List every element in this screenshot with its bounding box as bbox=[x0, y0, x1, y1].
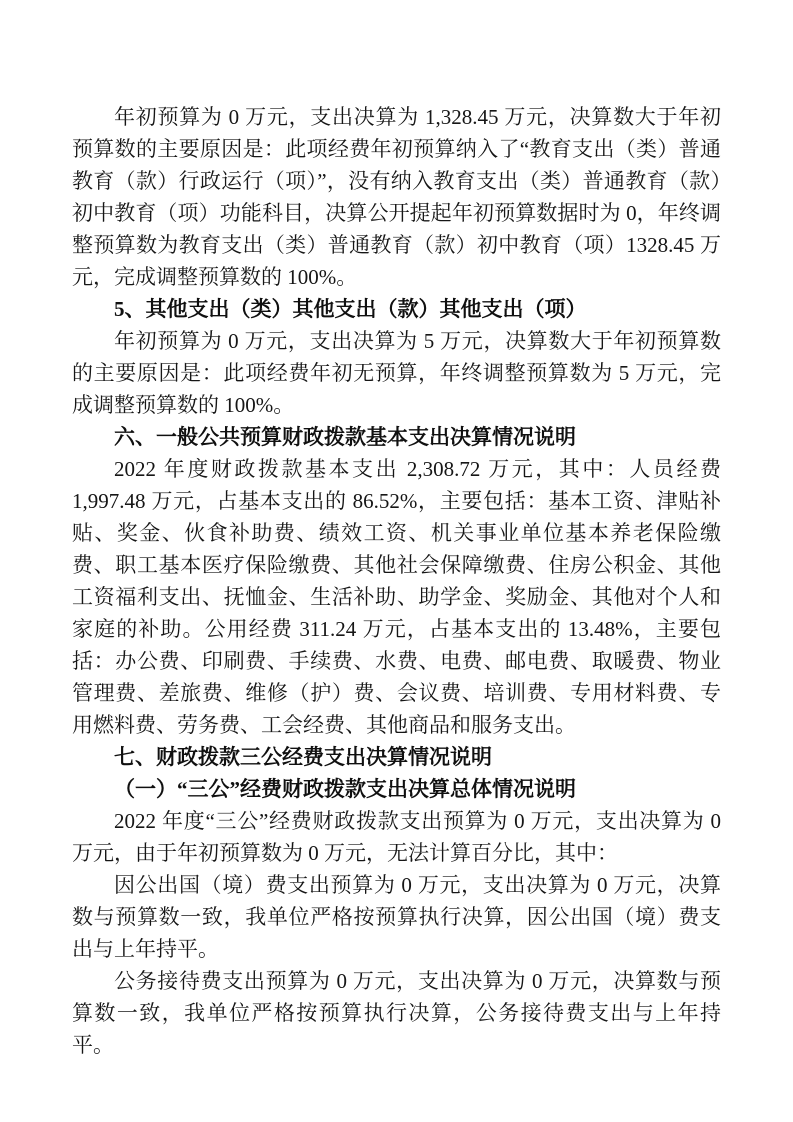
paragraph: 公务接待费支出预算为 0 万元，支出决算为 0 万元，决算数与预算数一致，我单位严格按预算执行决算，公务接待费支出与上年持平。 bbox=[72, 969, 721, 1057]
paragraph: 年初预算为 0 万元，支出决算为 5 万元，决算数大于年初预算数的主要原因是：此项经费年初无预算，年终调整预算数为 5 万元，完成调整预算数的 100%。 bbox=[72, 329, 721, 417]
paragraph: 2022 年度“三公”经费财政拨款支出预算为 0 万元，支出决算为 0 万元，由于年初预算数为 0 万元，无法计算百分比，其中： bbox=[72, 809, 721, 865]
document-body bbox=[72, 101, 721, 1061]
paragraph: 2022 年度财政拨款基本支出 2,308.72 万元，其中：人员经费 1,997.48 万元，占基本支出的 86.52%，主要包括：基本工资、津贴补贴、奖金、伙食补助费、绩效工资、机关事业单位基本养老保险缴费、职工基本医疗保险缴费、其他社会保障缴费、住房公积金、其他工资福利支出、抚恤金、生活补助、助学金、奖励金、其他对个人和家庭的补助。公用经费 311.24 万元，占基本支出的 13.48%，主要包括：办公费、印刷费、手续费、水费、电费、邮电费、取暖费、物业管理费、差旅费、维修（护）费、会议费、培训费、专用材料费、专用燃料费、劳务费、工会经费、其他商品和服务支出。 bbox=[72, 457, 721, 737]
section-heading: 六、一般公共预算财政拨款基本支出决算情况说明 bbox=[114, 425, 576, 449]
section-heading: 七、财政拨款三公经费支出决算情况说明 bbox=[114, 745, 492, 769]
paragraph: 因公出国（境）费支出预算为 0 万元，支出决算为 0 万元，决算数与预算数一致，我单位严格按预算执行决算，因公出国（境）费支出与上年持平。 bbox=[72, 873, 721, 961]
section-heading: 5、其他支出（类）其他支出（款）其他支出（项） bbox=[114, 297, 587, 321]
paragraph: 年初预算为 0 万元，支出决算为 1,328.45 万元，决算数大于年初预算数的主要原因是：此项经费年初预算纳入了“教育支出（类）普通教育（款）行政运行（项）”，没有纳入教育支出（类）普通教育（款）初中教育（项）功能科目，决算公开提起年初预算数据时为 0，年终调整预算数为教育支出（类）普通教育（款）初中教育（项）1328.45 万元，完成调整预算数的 100%。 bbox=[72, 105, 721, 289]
section-heading: （一）“三公”经费财政拨款支出决算总体情况说明 bbox=[114, 777, 576, 801]
